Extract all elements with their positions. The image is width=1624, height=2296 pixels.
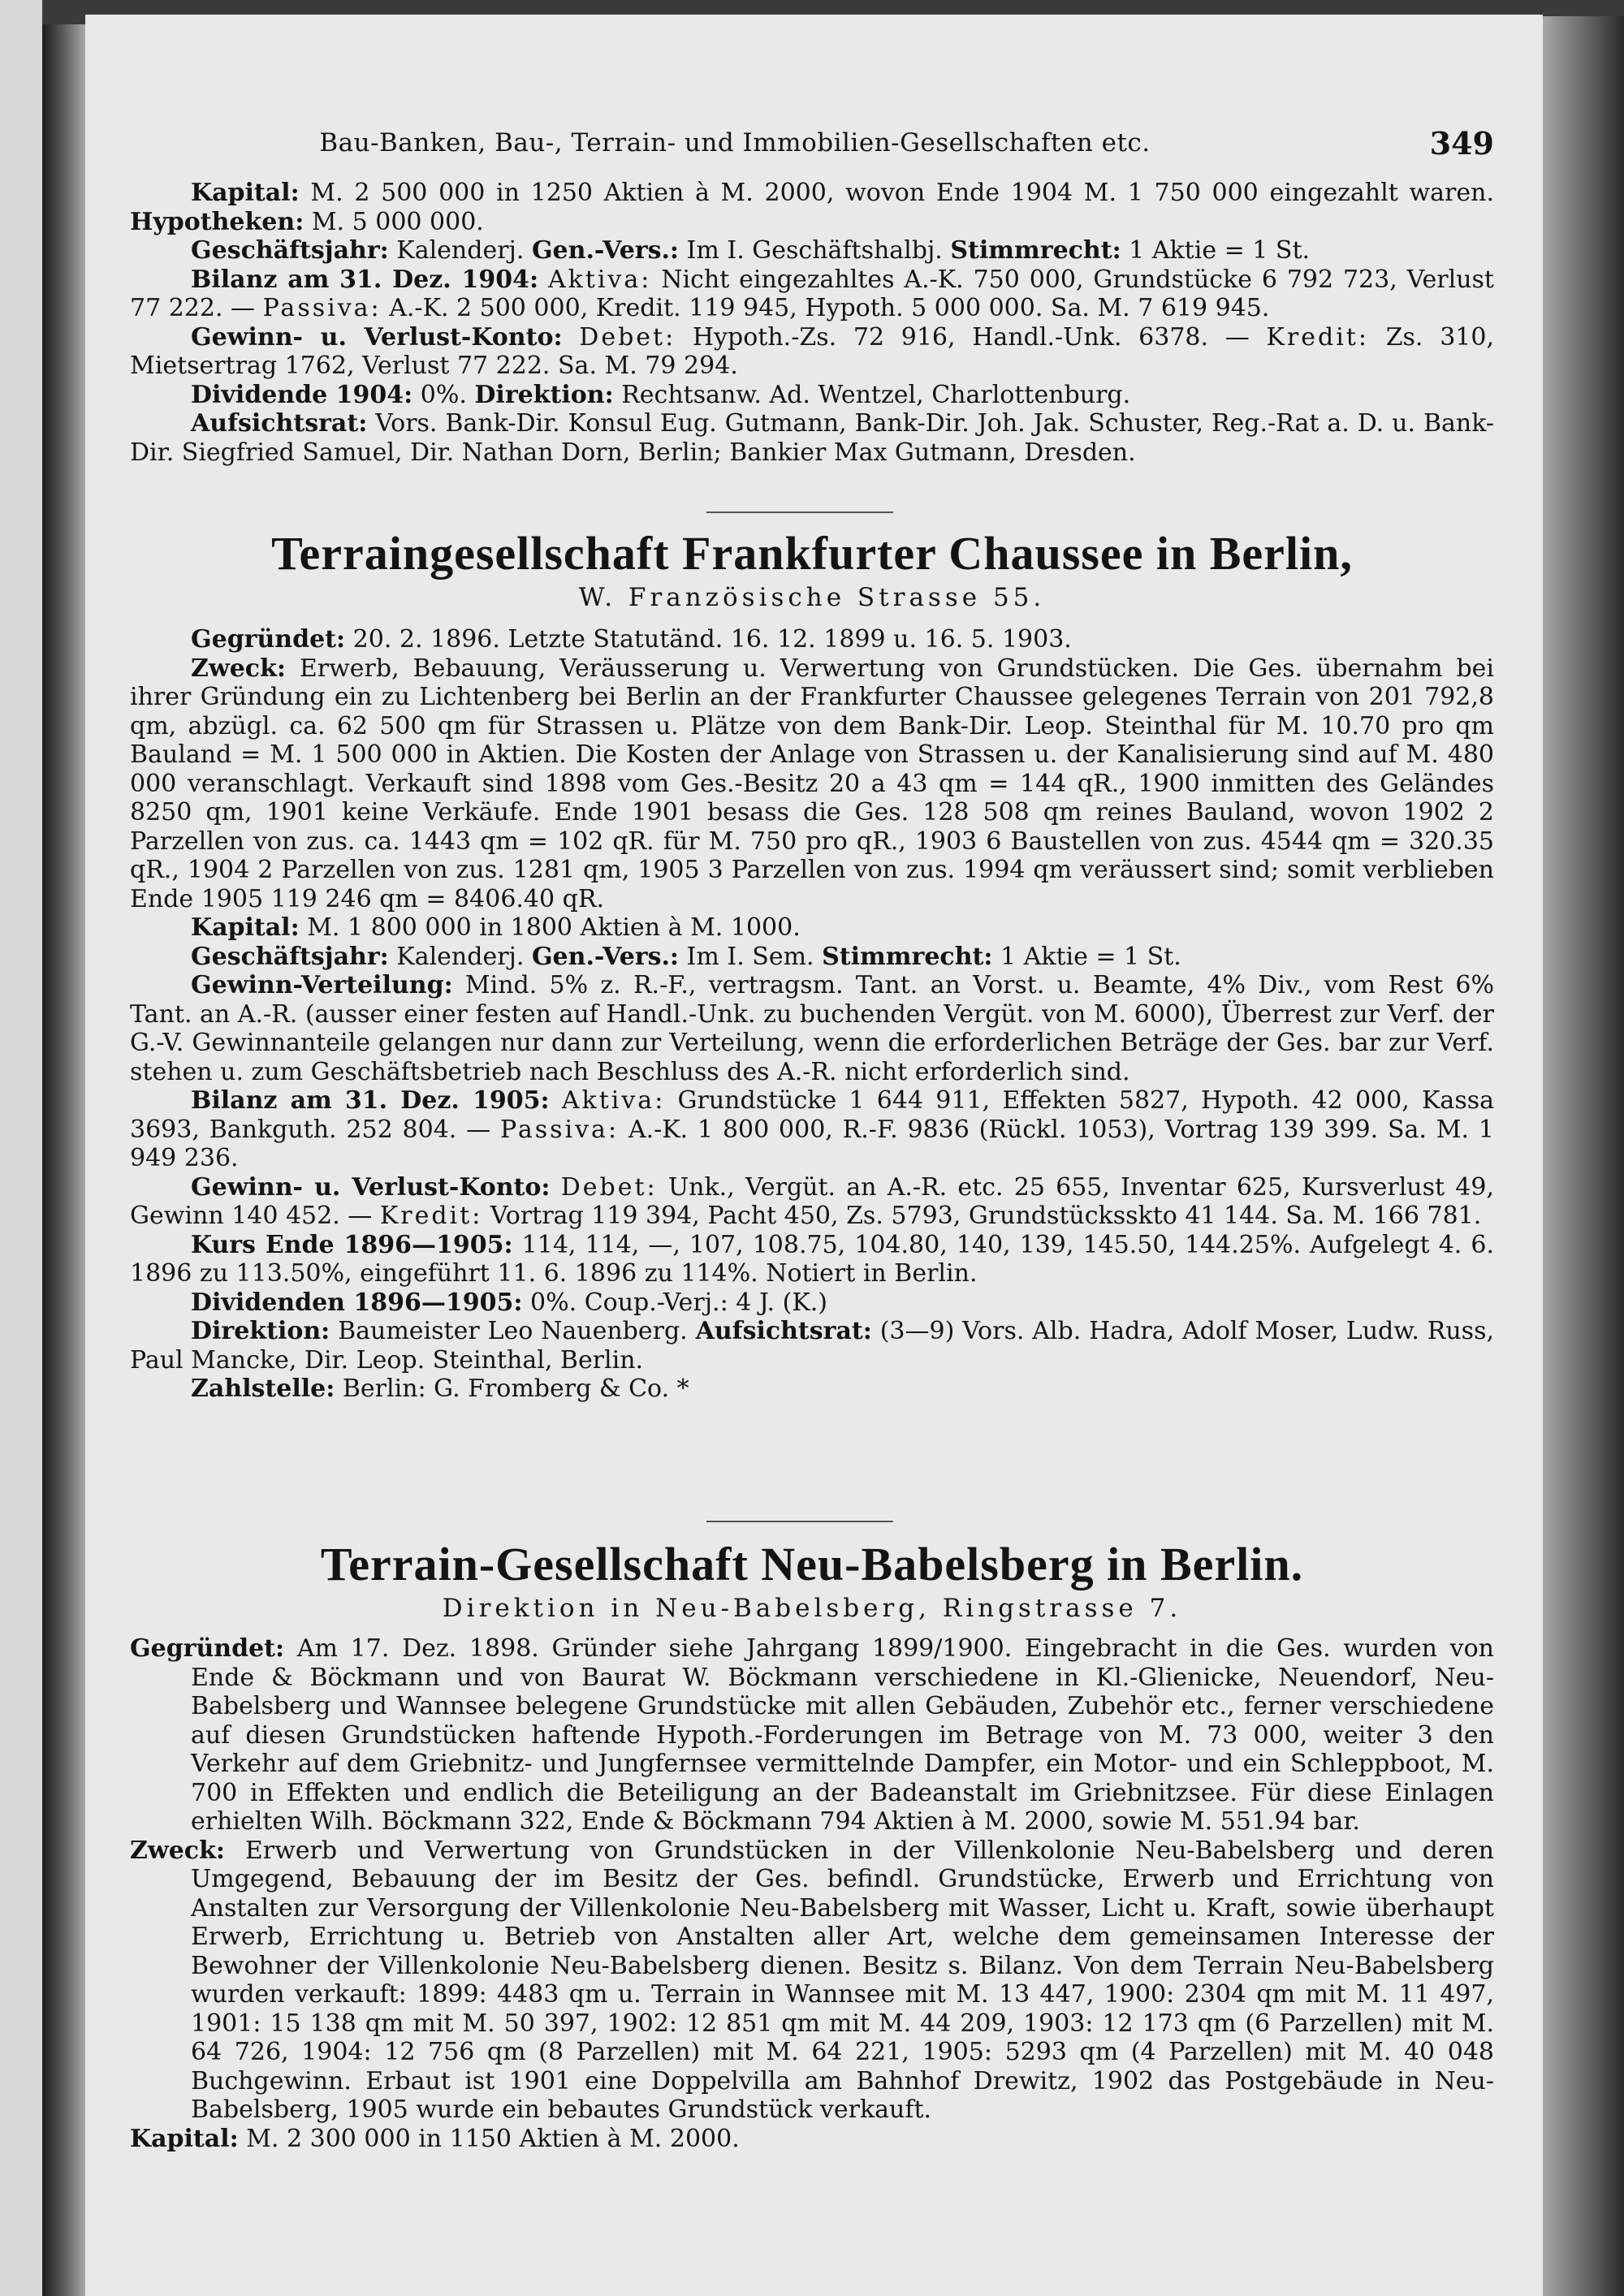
company-title-frankfurter-chaussee: Terraingesellschaft Frankfurter Chaussee in Berlin,	[271, 527, 1353, 580]
e2-kapital: Kapital: M. 2 300 000 in 1150 Aktien à M. 2000.	[130, 2124, 740, 2153]
e1-zweck: Zweck: Erwerb, Bebauung, Veräusserung u. Verwertung von Grundstücken. Die Ges. übernahm bei ihrer Gründung ein zu Lichtenberg bei Berlin an der Frankfurter Chaussee gelegenes Terrain von 201 792,8 qm, abzügl. ca. 62 500 qm für Strassen u. Plätze von dem Bank-Dir. Leop. Steinthal für M. 10.70 pro qm Bauland = M. 1 500 000 in Aktien. Die Kosten der Anlage von Strassen u. der Kanalisierung sind auf M. 480 000 veranschlagt. Verkauft sind 1898 vom Ges.-Besitz 20 a 43 qm = 144 qR., 1900 inmitten des Geländes 8250 qm, 1901 keine Verkäufe. Ende 1901 besass die Ges. 128 508 qm reines Bauland, wovon 1902 2 Parzellen von zus. ca. 1443 qm = 102 qR. für M. 750 pro qR., 1903 6 Baustellen von zus. 4544 qm = 320.35 qR., 1904 2 Parzellen von zus. 1281 qm, 1905 3 Parzellen von zus. 1994 qm veräussert sind; somit verblieben Ende 1905 119 246 qm = 8406.40 qR.	[130, 654, 1494, 913]
e1-kurs: Kurs Ende 1896—1905: 114, 114, —, 107, 108.75, 104.80, 140, 139, 145.50, 144.25%. Aufgelegt 4. 6. 1896 zu 113.50%, eingeführt 11. 6. 1896 zu 114%. Notiert in Berlin.	[130, 1230, 1494, 1288]
e1-bilanz: Bilanz am 31. Dez. 1905: Aktiva: Grundstücke 1 644 911, Effekten 5827, Hypoth. 42 000, Kassa 3693, Bankguth. 252 804. — Passiva: A.-K. 1 800 000, R.-F. 9836 (Rückl. 1053), Vortrag 139 399. Sa. M. 1 949 236.	[130, 1086, 1494, 1172]
company-address-neu-babelsberg: Direktion in Neu-Babelsberg, Ringstrasse 7.	[442, 1594, 1182, 1623]
prev-bilanz: Bilanz am 31. Dez. 1904: Aktiva: Nicht eingezahltes A.-K. 750 000, Grundstücke 6 792 723, Verlust 77 222. — Passiva: A.-K. 2 500 000, Kredit. 119 945, Hypoth. 5 000 000. Sa. M. 7 619 945.	[130, 265, 1494, 322]
prev-kapital: Kapital: M. 2 500 000 in 1250 Aktien à M. 2000, wovon Ende 1904 M. 1 750 000 eingezahlt waren. Hypotheken: M. 5 000 000.	[130, 179, 1494, 236]
page-stack-edge	[1543, 16, 1624, 2296]
company-title-neu-babelsberg: Terrain-Gesellschaft Neu-Babelsberg in Berlin.	[320, 1538, 1304, 1590]
e2-zweck: Zweck: Erwerb und Verwertung von Grundstücken in der Villenkolonie Neu-Babelsberg und deren Umgegend, Bebauung der im Besitz der Ges. befindl. Grundstücke, Erwerb und Errichtung von Anstalten zur Versorgung der Villenkolonie Neu-Babelsberg mit Wasser, Licht u. Kraft, sowie überhaupt Erwerb, Errichtung u. Betrieb von Anstalten aller Art, welche dem gemeinsamen Interesse der Bewohner der Villenkolonie Neu-Babelsberg dienen. Besitz s. Bilanz. Von dem Terrain Neu-Babelsberg wurden verkauft: 1899: 4483 qm u. Terrain in Wannsee mit M. 13 447, 1900: 2304 qm mit M. 11 497, 1901: 15 138 qm mit M. 50 397, 1902: 12 851 qm mit M. 44 209, 1903: 12 173 qm (6 Parzellen) mit M. 64 726, 1904: 12 756 qm (8 Parzellen) mit M. 64 221, 1905: 5293 qm (4 Parzellen) mit M. 40 048 Buchgewinn. Erbaut ist 1901 eine Doppelvilla am Bahnhof Drewitz, 1902 das Postgebäude in Neu-Babelsberg, 1905 wurde ein bebautes Grundstück verkauft.	[130, 1836, 1494, 2124]
e1-gegruendet: Gegründet: 20. 2. 1896. Letzte Statutänd. 16. 12. 1899 u. 16. 5. 1903.	[191, 625, 1072, 654]
adjacent-page-edge	[0, 0, 42, 2296]
running-title: Bau-Banken, Bau-, Terrain- und Immobilien-Gesellschaften etc.	[319, 128, 1151, 158]
section-divider	[706, 511, 893, 513]
book-gutter	[42, 24, 91, 2296]
e2-gegruendet: Gegründet: Am 17. Dez. 1898. Gründer siehe Jahrgang 1899/1900. Eingebracht in die Ges. wurden von Ende & Böckmann und von Baurat W. Böckmann verschiedene in Kl.-Glienicke, Neuendorf, Neu-Babelsberg und Wannsee belegene Grundstücke mit allen Gebäuden, Zubehör etc., ferner verschiedene auf diesen Grundstücken haftende Hypoth.-Forderungen im Betrage von M. 73 000, weiter 3 den Verkehr auf dem Griebnitz- und Jungfernsee vermittelnde Dampfer, ein Motor- und ein Schleppboot, M. 700 in Effekten und endlich die Beteiligung an der Badeanstalt im Griebnitzsee. Für diese Einlagen erhielten Wilh. Böckmann 322, Ende & Böckmann 794 Aktien à M. 2000, sowie M. 551.94 bar.	[130, 1634, 1494, 1836]
prev-entry	[130, 179, 1494, 467]
entry-neu-babelsberg	[130, 1634, 1494, 2153]
e1-kapital: Kapital: M. 1 800 000 in 1800 Aktien à M. 1000.	[191, 913, 801, 942]
prev-aufsichtsrat: Aufsichtsrat: Vors. Bank-Dir. Konsul Eug. Gutmann, Bank-Dir. Joh. Jak. Schuster, Reg.-Rat a. D. u. Bank-Dir. Siegfried Samuel, Dir. Nathan Dorn, Berlin; Bankier Max Gutmann, Dresden.	[130, 409, 1494, 467]
prev-geschaeftsjahr: Geschäftsjahr: Kalenderj. Gen.-Vers.: Im I. Geschäftshalbj. Stimmrecht: 1 Aktie = 1 St.	[191, 236, 1311, 265]
e1-guv: Gewinn- u. Verlust-Konto: Debet: Unk., Vergüt. an A.-R. etc. 25 655, Inventar 625, Kursverlust 49, Gewinn 140 452. — Kredit: Vortrag 119 394, Pacht 450, Zs. 5793, Grundstücksskto 41 144. Sa. M. 166 781.	[130, 1172, 1494, 1230]
entry-frankfurter-chaussee	[130, 625, 1494, 1404]
page-number: 349	[1429, 125, 1494, 162]
prev-dividende: Dividende 1904: 0%. Direktion: Rechtsanw. Ad. Wentzel, Charlottenburg.	[191, 380, 1131, 409]
e1-direktion: Direktion: Baumeister Leo Nauenberg. Aufsichtsrat: (3—9) Vors. Alb. Hadra, Adolf Moser, Ludw. Russ, Paul Mancke, Dir. Leop. Steinthal, Berlin.	[130, 1317, 1494, 1375]
e1-gewinnverteilung: Gewinn-Verteilung: Mind. 5% z. R.-F., vertragsm. Tant. an Vorst. u. Beamte, 4% Div., vom Rest 6% Tant. an A.-R. (ausser einer festen auf Handl.-Unk. zu buchenden Vergüt. von M. 6000), Überrest zur Verf. der G.-V. Gewinnanteile gelangen nur dann zur Verteilung, wenn die erforderlichen Beträge der Ges. bar zur Verf. stehen u. zum Geschäftsbetrieb nach Beschluss des A.-R. nicht erforderlich sind.	[130, 971, 1494, 1086]
company-address-frankfurter-chaussee: W. Französische Strasse 55.	[578, 583, 1046, 612]
e1-geschaeftsjahr: Geschäftsjahr: Kalenderj. Gen.-Vers.: Im I. Sem. Stimmrecht: 1 Aktie = 1 St.	[191, 942, 1181, 971]
section-divider	[706, 1521, 893, 1522]
e1-dividenden: Dividenden 1896—1905: 0%. Coup.-Verj.: 4 J. (K.)	[191, 1288, 827, 1317]
book-page	[85, 15, 1543, 2296]
running-head	[130, 125, 1494, 162]
prev-guv: Gewinn- u. Verlust-Konto: Debet: Hypoth.-Zs. 72 916, Handl.-Unk. 6378. — Kredit: Zs. 310, Mietsertrag 1762, Verlust 77 222. Sa. M. 79 294.	[130, 322, 1494, 380]
e1-zahlstelle: Zahlstelle: Berlin: G. Fromberg & Co. *	[191, 1375, 689, 1403]
